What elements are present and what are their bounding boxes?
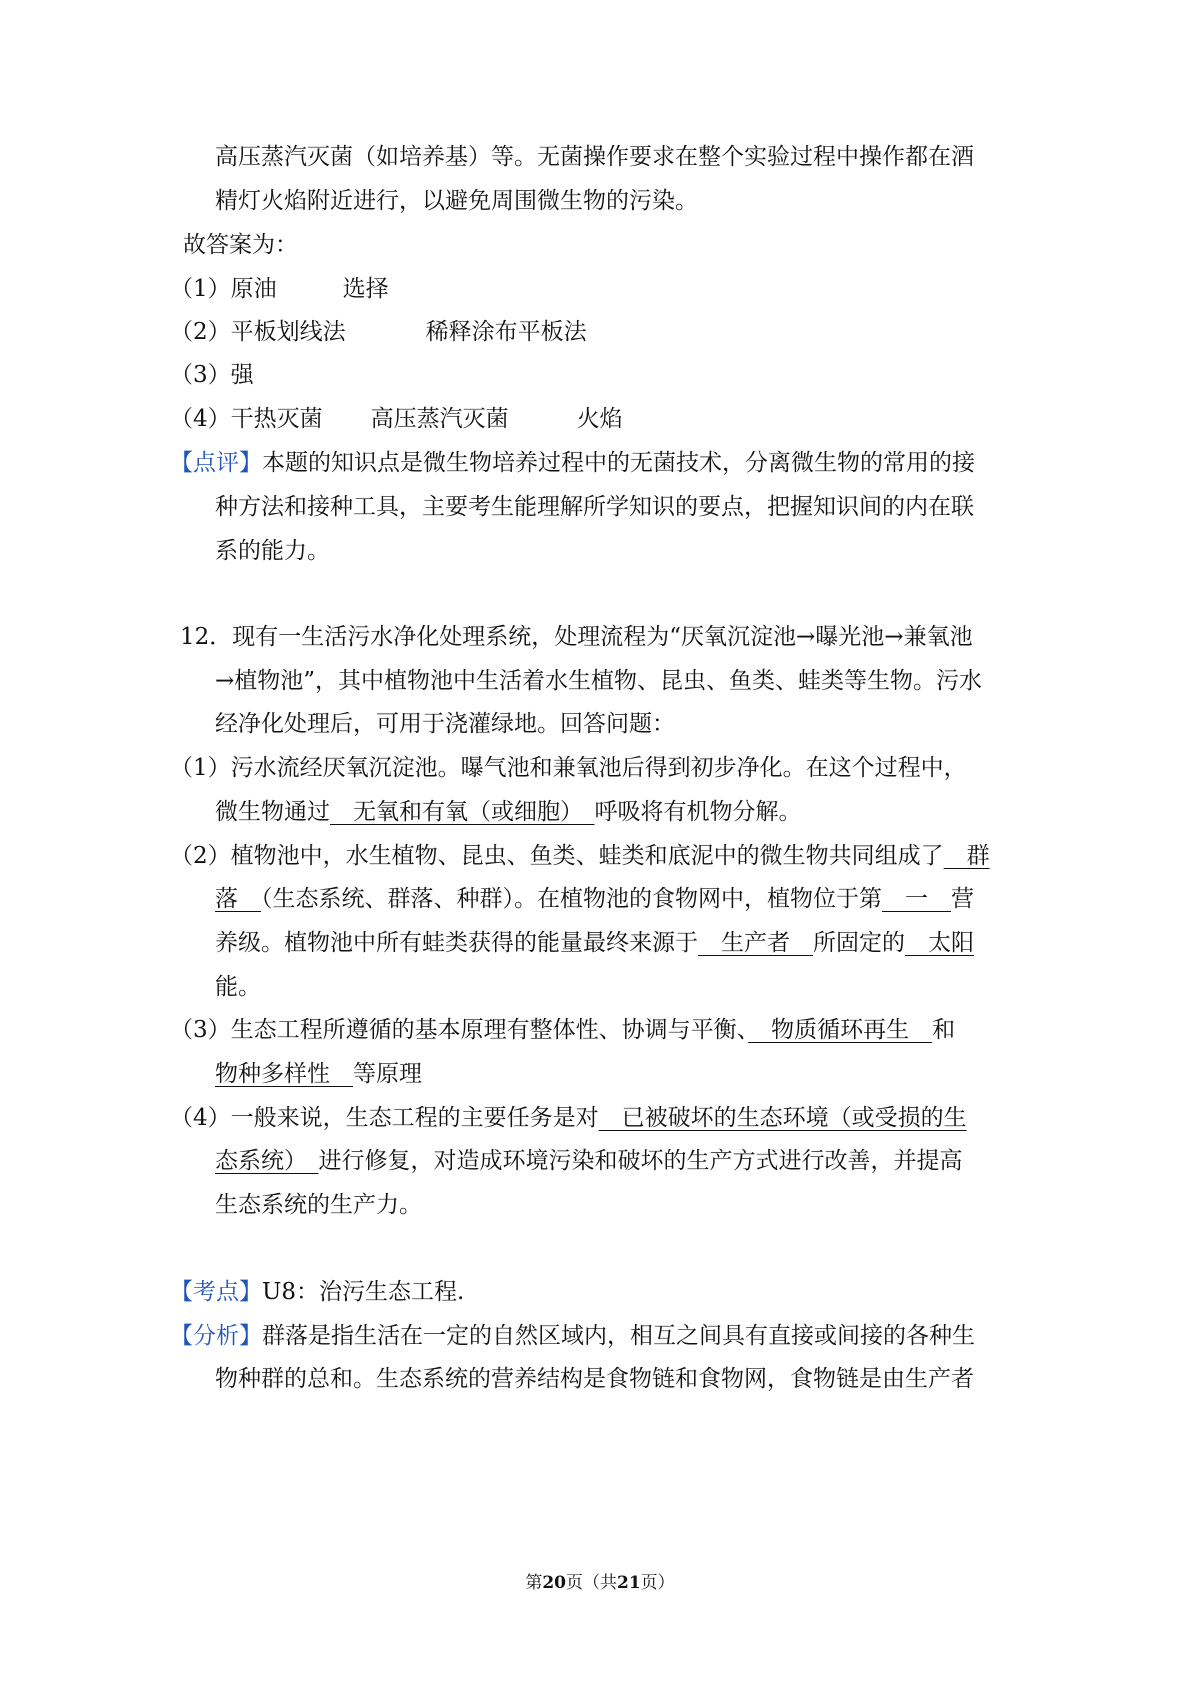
- part-text: 呼吸将有机物分解。: [594, 799, 802, 825]
- answer-number: （4）: [170, 406, 231, 432]
- answer-4: [0, 402, 1200, 436]
- footer-text: 页）: [640, 1573, 675, 1593]
- kaodian-text: U8：治污生态工程.: [262, 1279, 465, 1305]
- part-4-line-2: [0, 1144, 1200, 1178]
- answer-blank: 已被破坏的生态环境（或受损的生: [598, 1105, 967, 1131]
- answer-item: 原油: [230, 276, 277, 302]
- part-text: 养级。植物池中所有蛙类获得的能量最终来源于: [215, 930, 698, 956]
- part-text: 和: [932, 1017, 956, 1043]
- intro-line-2: 精灯火焰附近进行，以避免周围微生物的污染。: [215, 188, 698, 214]
- answer-item: 干热灭菌: [230, 406, 323, 432]
- part-text: 微生物通过: [215, 799, 330, 825]
- part-4-line-3: 生态系统的生产力。: [215, 1192, 422, 1218]
- intro-line-1: 高压蒸汽灭菌（如培养基）等。无菌操作要求在整个实验过程中操作都在酒: [215, 144, 974, 170]
- part-3-line-1: [0, 1013, 1200, 1047]
- answer-blank: 太阳: [905, 930, 974, 956]
- part-text: （4）一般来说，生态工程的主要任务是对: [170, 1105, 599, 1131]
- answer-1: [0, 272, 1200, 306]
- part-text: （生态系统、群落、种群）。在植物池的食物网中，植物位于第: [261, 886, 882, 912]
- answer-blank: 态系统）: [215, 1148, 319, 1174]
- answer-2: [0, 315, 1200, 349]
- current-page-number: 20: [542, 1573, 566, 1593]
- part-2-line-4: 能。: [215, 974, 261, 1000]
- part-text: （3）生态工程所遵循的基本原理有整体性、协调与平衡、: [170, 1017, 749, 1043]
- part-2-line-2: [0, 882, 1200, 916]
- part-1-line-1: （1）污水流经厌氧沉淀池。曝气池和兼氧池后得到初步净化。在这个过程中，: [170, 755, 967, 781]
- answer-blank: 一: [882, 886, 951, 912]
- comment-text: 本题的知识点是微生物培养过程中的无菌技术，分离微生物的常用的接: [262, 450, 975, 476]
- answer-blank: 无氧和有氧（或细胞）: [330, 799, 595, 825]
- answer-header: 故答案为：: [183, 232, 298, 258]
- answer-item: 稀释涂布平板法: [425, 319, 587, 345]
- part-text: 等原理: [353, 1061, 422, 1087]
- part-4-line-1: [0, 1101, 1200, 1135]
- part-text: 营: [951, 886, 974, 912]
- answer-number: （2）: [170, 319, 231, 345]
- answer-item: 选择: [342, 276, 389, 302]
- question-stem-2: →植物池”，其中植物池中生活着水生植物、昆虫、鱼类、蛙类等生物。污水: [215, 668, 983, 694]
- answer-3: [0, 358, 1200, 392]
- part-text: （2）植物池中，水生植物、昆虫、鱼类、蛙类和底泥中的微生物共同组成了: [170, 843, 944, 869]
- answer-number: （1）: [170, 276, 231, 302]
- fenxi-text: 群落是指生活在一定的自然区域内，相互之间具有直接或间接的各种生: [262, 1323, 975, 1349]
- answer-blank: 落: [215, 886, 261, 912]
- kaodian-line: [0, 1275, 1200, 1309]
- total-page-number: 21: [617, 1573, 641, 1593]
- answer-blank: 物种多样性: [215, 1061, 353, 1087]
- fenxi-line-1: [0, 1319, 1200, 1353]
- footer-text: 页（共: [566, 1573, 617, 1593]
- comment-line-1: [0, 446, 1200, 480]
- page-footer: [0, 1571, 1200, 1595]
- answer-item: 强: [230, 362, 254, 388]
- question-stem-1: 12．现有一生活污水净化处理系统，处理流程为“厌氧沉淀池→曝光池→兼氧池: [180, 624, 973, 650]
- answer-blank: 群: [943, 843, 990, 869]
- part-text: 进行修复，对造成环境污染和破坏的生产方式进行改善，并提高: [318, 1148, 963, 1174]
- part-2-line-3: [0, 926, 1200, 960]
- comment-line-2: 种方法和接种工具，主要考生能理解所学知识的要点，把握知识间的内在联: [215, 494, 974, 520]
- kaodian-tag: 【考点】: [170, 1279, 262, 1305]
- answer-blank: 物质循环再生: [748, 1017, 933, 1043]
- part-text: 所固定的: [813, 930, 905, 956]
- part-1-line-2: [0, 795, 1200, 829]
- answer-item: 平板划线法: [230, 319, 346, 345]
- answer-item: 高压蒸汽灭菌: [370, 406, 509, 432]
- answer-number: （3）: [170, 362, 231, 388]
- answer-blank: 生产者: [698, 930, 813, 956]
- question-stem-3: 经净化处理后，可用于浇灌绿地。回答问题：: [215, 711, 675, 737]
- footer-text: 第: [525, 1573, 543, 1593]
- part-2-line-1: [0, 839, 1200, 873]
- fenxi-tag: 【分析】: [170, 1323, 262, 1349]
- fenxi-line-2: 物种群的总和。生态系统的营养结构是食物链和食物网，食物链是由生产者: [215, 1366, 974, 1392]
- part-3-line-2: [0, 1057, 1200, 1091]
- comment-line-3: 系的能力。: [215, 538, 330, 564]
- answer-item: 火焰: [576, 406, 623, 432]
- comment-tag: 【点评】: [170, 450, 262, 476]
